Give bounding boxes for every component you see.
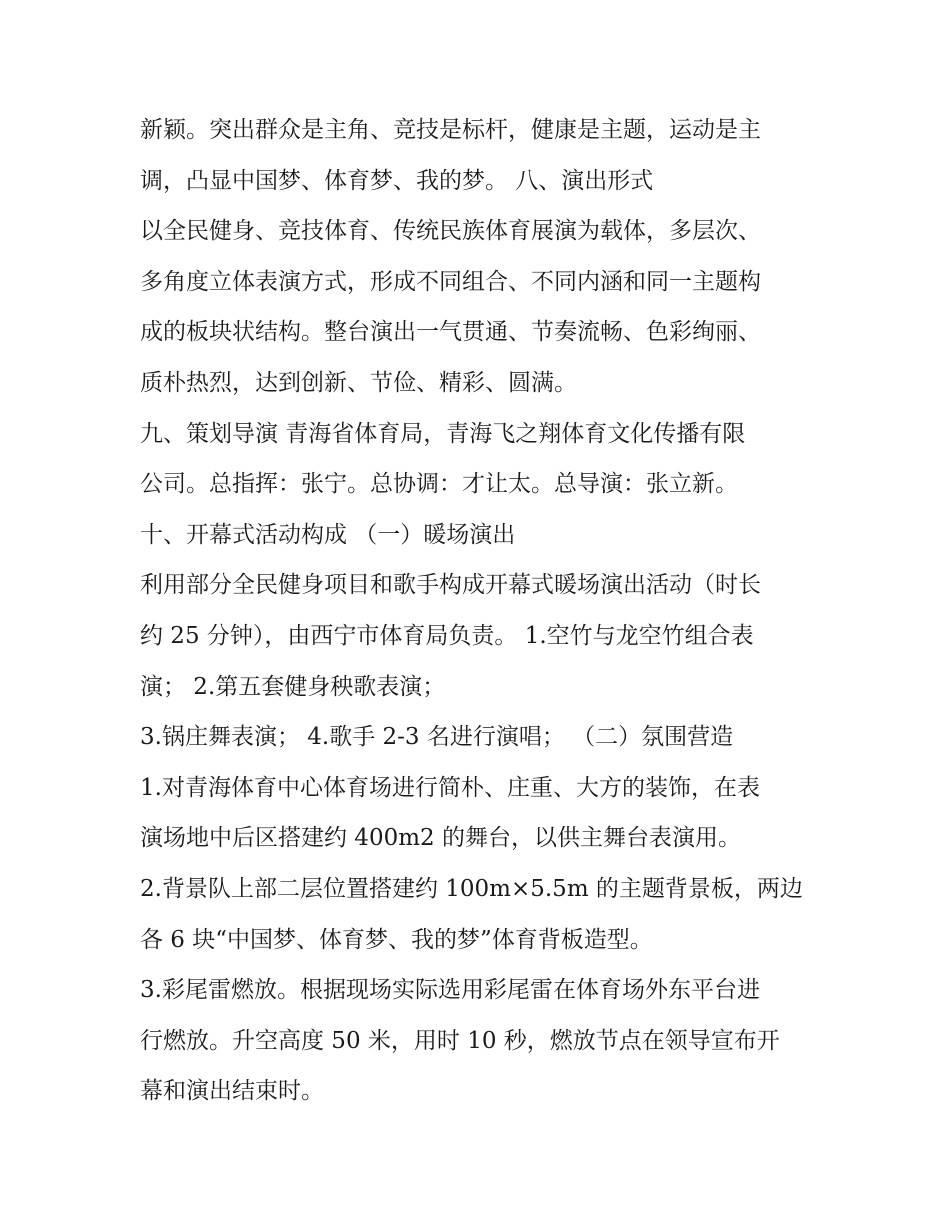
text-line: 约 25 分钟），由西宁市体育局负责。 1.空竹与龙空竹组合表 [140, 622, 754, 649]
text-line: 演场地中后区搭建约 400m2 的舞台，以供主舞台表演用。 [140, 825, 741, 852]
text-line: 调，凸显中国梦、体育梦、我的梦。 八、演出形式 [140, 167, 654, 194]
text-line: 1.对青海体育中心体育场进行简朴、庄重、大方的装饰，在表 [140, 774, 760, 801]
text-line: 各 6 块“中国梦、体育梦、我的梦”体育背板造型。 [140, 926, 653, 953]
document-body [140, 105, 820, 1117]
text-line: 公司。总指挥：张宁。总协调：才让太。总导演：张立新。 [140, 471, 738, 498]
text-line: 多角度立体表演方式，形成不同组合、不同内涵和同一主题构 [140, 268, 761, 295]
text-line: 质朴热烈，达到创新、节俭、精彩、圆满。 [140, 369, 577, 396]
text-line: 新颖。突出群众是主角、竞技是标杆，健康是主题，运动是主 [140, 117, 761, 143]
text-line: 以全民健身、竞技体育、传统民族体育展演为载体，多层次、 [140, 218, 761, 245]
text-line: 利用部分全民健身项目和歌手构成开幕式暖场演出活动（时长 [140, 572, 761, 599]
text-line: 九、策划导演 青海省体育局，青海飞之翔体育文化传播有限 [140, 420, 746, 447]
text-line: 2.背景队上部二层位置搭建约 100m×5.5m 的主题背景板，两边 [140, 875, 803, 902]
text-line: 3.彩尾雷燃放。根据现场实际选用彩尾雷在体育场外东平台进 [140, 977, 760, 1004]
text-line: 成的板块状结构。整台演出一气贯通、节奏流畅、色彩绚丽、 [140, 319, 761, 346]
text-line: 幕和演出结束时。 [140, 1078, 324, 1105]
text-line: 行燃放。升空高度 50 米，用时 10 秒，燃放节点在领导宣布开 [140, 1027, 780, 1054]
text-line: 十、开幕式活动构成 （一）暖场演出 [140, 521, 516, 548]
text-line: 演； 2.第五套健身秧歌表演； [140, 673, 446, 700]
text-line: 3.锅庄舞表演； 4.歌手 2-3 名进行演唱； （二）氛围营造 [140, 724, 734, 751]
